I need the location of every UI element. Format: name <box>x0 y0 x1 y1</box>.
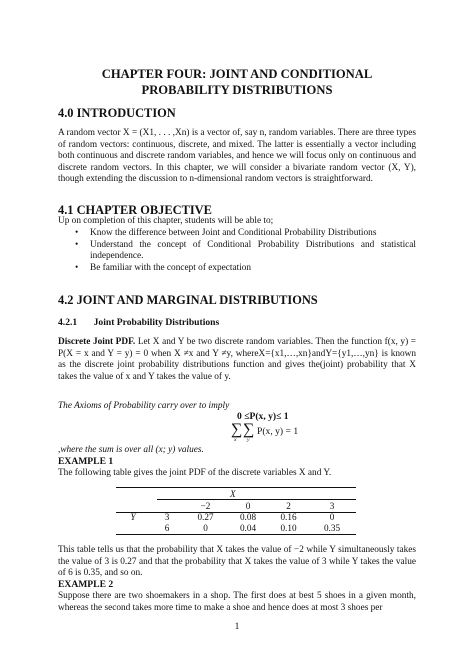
sigma-x: ∑ <box>231 421 243 438</box>
example-1-text: The following table gives the joint PDF of the discrete variables X and Y. <box>58 468 332 478</box>
definition-paragraph <box>58 337 416 383</box>
bullet-icon: • <box>75 262 79 273</box>
joint-heading: 4.2 JOINT AND MARGINAL DISTRIBUTIONS <box>58 293 318 307</box>
axioms-after: ,where the sum is over all (x; y) values. <box>58 445 204 455</box>
joint-pdf-table <box>116 500 356 533</box>
subsection-heading <box>58 317 219 328</box>
table-cell: 0 <box>329 511 335 522</box>
sum-expression: P(x, y) = 1 <box>257 426 299 437</box>
table-row-variable: Y <box>130 511 136 522</box>
example-2-text: Suppose there are two shoemakers in a shop. The first does at best 5 shoes in a given month, whereas the second takes more time to make a shoe and hence does at most 3 shoes per <box>58 591 416 613</box>
intro-paragraph: A random vector X = (X1, . . . ,Xn) is a vector of, say n, random variables. There are three types of random vectors: continuous, discrete, and mixed. The latter is essentially a vector including both continuous and discrete random variables, and hence we will focus only on continuous and discrete random vectors. In this chapter, we will consider a bivariate random vector (X, Y), though extending the discussion to n-dimensional random vectors is straightforward. <box>58 128 416 185</box>
objective-bullet: • Understand the concept of Conditional Probability Distributions and statistical independence. <box>75 239 416 262</box>
table-cell: 0.10 <box>280 522 297 533</box>
chapter-title <box>58 66 416 98</box>
chapter-title-line-2: PROBABILITY DISTRIBUTIONS <box>141 83 333 97</box>
table-header-row <box>116 500 356 511</box>
page-number: 1 <box>234 622 240 632</box>
table-row-label: 3 <box>164 511 170 522</box>
table-top-rule <box>116 487 356 488</box>
table-cell: 0.04 <box>239 522 257 533</box>
table-row-label: 6 <box>164 522 170 533</box>
table-row <box>116 522 356 533</box>
table-cell: 0.16 <box>280 511 297 522</box>
objective-heading: 4.1 CHAPTER OBJECTIVE <box>58 203 212 217</box>
table-cell: 0.35 <box>323 522 341 533</box>
objective-bullet: • Be familiar with the concept of expectation <box>75 262 252 273</box>
table-header-cell: 2 <box>286 500 291 511</box>
subsection-title: Joint Probability Distributions <box>93 317 220 328</box>
table-cell: 0.27 <box>197 511 214 522</box>
table-header-cell: −2 <box>200 500 211 511</box>
definition-text: Let X and Y be two discrete random variables. Then the function f(x, y) = P(X = x and Y = y) = 0 when X ≠x and Y ≠y, whereX={x1,…,xn}andY={y1,…,yn} is known as the discrete joint probability distributions function and gives the(joint) probability that X takes the value of x and Y takes the value of y. <box>58 337 417 382</box>
table-cell: 0 <box>203 522 208 533</box>
definition-label: Discrete Joint PDF. <box>58 337 136 347</box>
objective-bullet: • Know the difference between Joint and Conditional Probability Distributions <box>75 228 377 238</box>
axiom-two <box>231 421 311 447</box>
sigma-y: ∑ <box>243 421 255 438</box>
table-cell: 0.08 <box>239 511 257 522</box>
example-2-label: EXAMPLE 2 <box>58 579 114 590</box>
sum-index-y: y <box>247 437 250 443</box>
bullet-icon: • <box>75 228 79 238</box>
subsection-number: 4.2.1 <box>58 317 78 328</box>
objective-list <box>58 228 416 274</box>
table-row <box>116 511 356 522</box>
table-bottom-rule <box>116 534 356 535</box>
table-column-variable: X <box>230 489 236 499</box>
table-header-cell: 0 <box>245 500 251 511</box>
intro-heading: 4.0 INTRODUCTION <box>58 106 176 120</box>
example-1-label: EXAMPLE 1 <box>58 456 114 467</box>
chapter-title-line-1: CHAPTER FOUR: JOINT AND CONDITIONAL <box>101 67 373 81</box>
bullet-icon: • <box>75 239 79 250</box>
example-1-explanation: This table tells us that the probability that X takes the value of −2 while Y simultaneously takes the value of 3 is 0.27 and that the probability that X takes the value of 3 while Y takes the value of 6 is 0.35, and so on. <box>58 545 416 579</box>
table-header-cell: 3 <box>329 500 335 511</box>
axioms-intro: The Axioms of Probability carry over to imply <box>58 401 230 411</box>
axiom-one: 0 ≤P(x, y)≤ 1 <box>237 411 289 422</box>
objective-lead: Up on completion of this chapter, students will be able to; <box>58 216 274 226</box>
sum-index-x: x <box>234 437 237 443</box>
